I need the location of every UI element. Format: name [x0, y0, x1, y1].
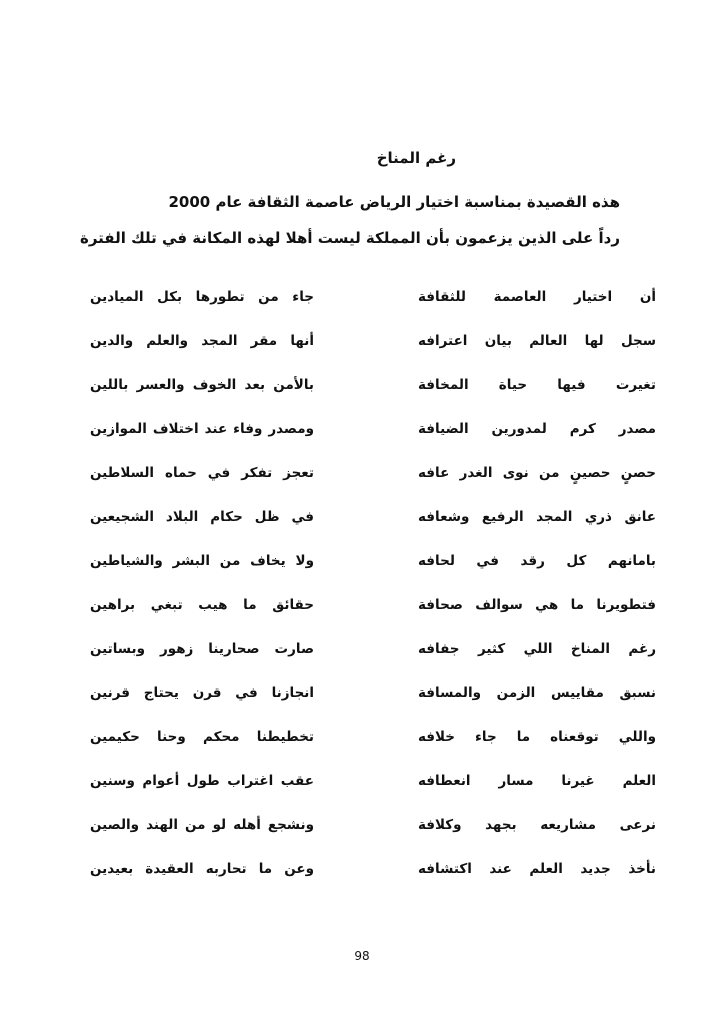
- verse-row: [90, 331, 656, 375]
- verse-second-hemistich: تعجز تفكر في حماه السلاطين: [90, 465, 314, 481]
- verse-first-hemistich: أن اختيار العاصمة للثقافة: [418, 289, 656, 305]
- verse-row: [90, 507, 656, 551]
- verse-second-hemistich: ومصدر وفاء عند اختلاف الموازين: [90, 421, 314, 437]
- verse-first-hemistich: العلم غيرنا مسار انعطافه: [418, 773, 656, 789]
- verse-first-hemistich: نأخذ جديد العلم عند اكتشافه: [418, 861, 656, 877]
- verse-first-hemistich: حصنٍ حصينٍ من نوى الغدر عافه: [418, 465, 656, 481]
- verse-first-hemistich: نرعى مشاريعه بجهد وكلافة: [418, 817, 656, 833]
- verse-second-hemistich: ونشجع أهله لو من الهند والصين: [90, 817, 314, 833]
- verse-second-hemistich: وعن ما تحاربه العقيدة بعيدين: [90, 861, 314, 877]
- verse-second-hemistich: أنها مقر المجد والعلم والدين: [90, 333, 314, 349]
- verse-row: [90, 771, 656, 815]
- verse-second-hemistich: جاء من تطورها بكل الميادين: [90, 289, 314, 305]
- verse-row: [90, 551, 656, 595]
- verse-row: [90, 683, 656, 727]
- verse-second-hemistich: ولا يخاف من البشر والشياطين: [90, 553, 314, 569]
- verse-first-hemistich: واللي توقعناه ما جاء خلافه: [418, 729, 656, 745]
- verse-second-hemistich: صارت صحارينا زهور وبساتين: [90, 641, 314, 657]
- poem-dedication-line: رداً على الذين يزعمون بأن المملكة ليست أهلا لهذه المكانة في تلك الفترة: [79, 229, 620, 247]
- page-number: 98: [354, 949, 370, 963]
- verse-first-hemistich: نسبق مقاييس الزمن والمسافة: [418, 685, 656, 701]
- verse-second-hemistich: انجازنا في قرن يحتاج قرنين: [90, 685, 314, 701]
- verse-first-hemistich: مصدر كرم لمدورين الضيافة: [418, 421, 656, 437]
- verse-first-hemistich: رغم المناخ اللي كثير جفافه: [418, 641, 656, 657]
- verse-row: [90, 463, 656, 507]
- verse-row: [90, 287, 656, 331]
- verse-second-hemistich: بالأمن بعد الخوف والعسر باللين: [90, 377, 314, 393]
- verse-row: [90, 595, 656, 639]
- verse-first-hemistich: عانق ذري المجد الرفيع وشعافه: [418, 509, 656, 525]
- verse-second-hemistich: حقائق ما هيب تبغي براهين: [90, 597, 314, 613]
- verse-first-hemistich: فتطويرنا ما هي سوالف صحافة: [418, 597, 656, 613]
- verse-first-hemistich: بامانهم كل رقد في لحافه: [418, 553, 656, 569]
- verse-row: [90, 375, 656, 419]
- verse-first-hemistich: تغيرت فيها حياة المخافة: [418, 377, 656, 393]
- poem-verses: [90, 287, 656, 903]
- verse-row: [90, 727, 656, 771]
- verse-row: [90, 639, 656, 683]
- verse-row: [90, 419, 656, 463]
- verse-first-hemistich: سجل لها العالم بيان اعترافه: [418, 333, 656, 349]
- verse-second-hemistich: عقب اغتراب طول أعوام وسنين: [90, 773, 314, 789]
- verse-second-hemistich: تخطيطنا محكم وحنا حكيمين: [90, 729, 314, 745]
- verse-row: [90, 859, 656, 903]
- verse-row: [90, 815, 656, 859]
- verse-second-hemistich: في ظل حكام البلاد الشجيعين: [90, 509, 314, 525]
- poem-title: رغم المناخ: [376, 149, 456, 167]
- poem-occasion-line: هذه القصيدة بمناسبة اختيار الرياض عاصمة الثقافة عام 2000: [168, 193, 620, 211]
